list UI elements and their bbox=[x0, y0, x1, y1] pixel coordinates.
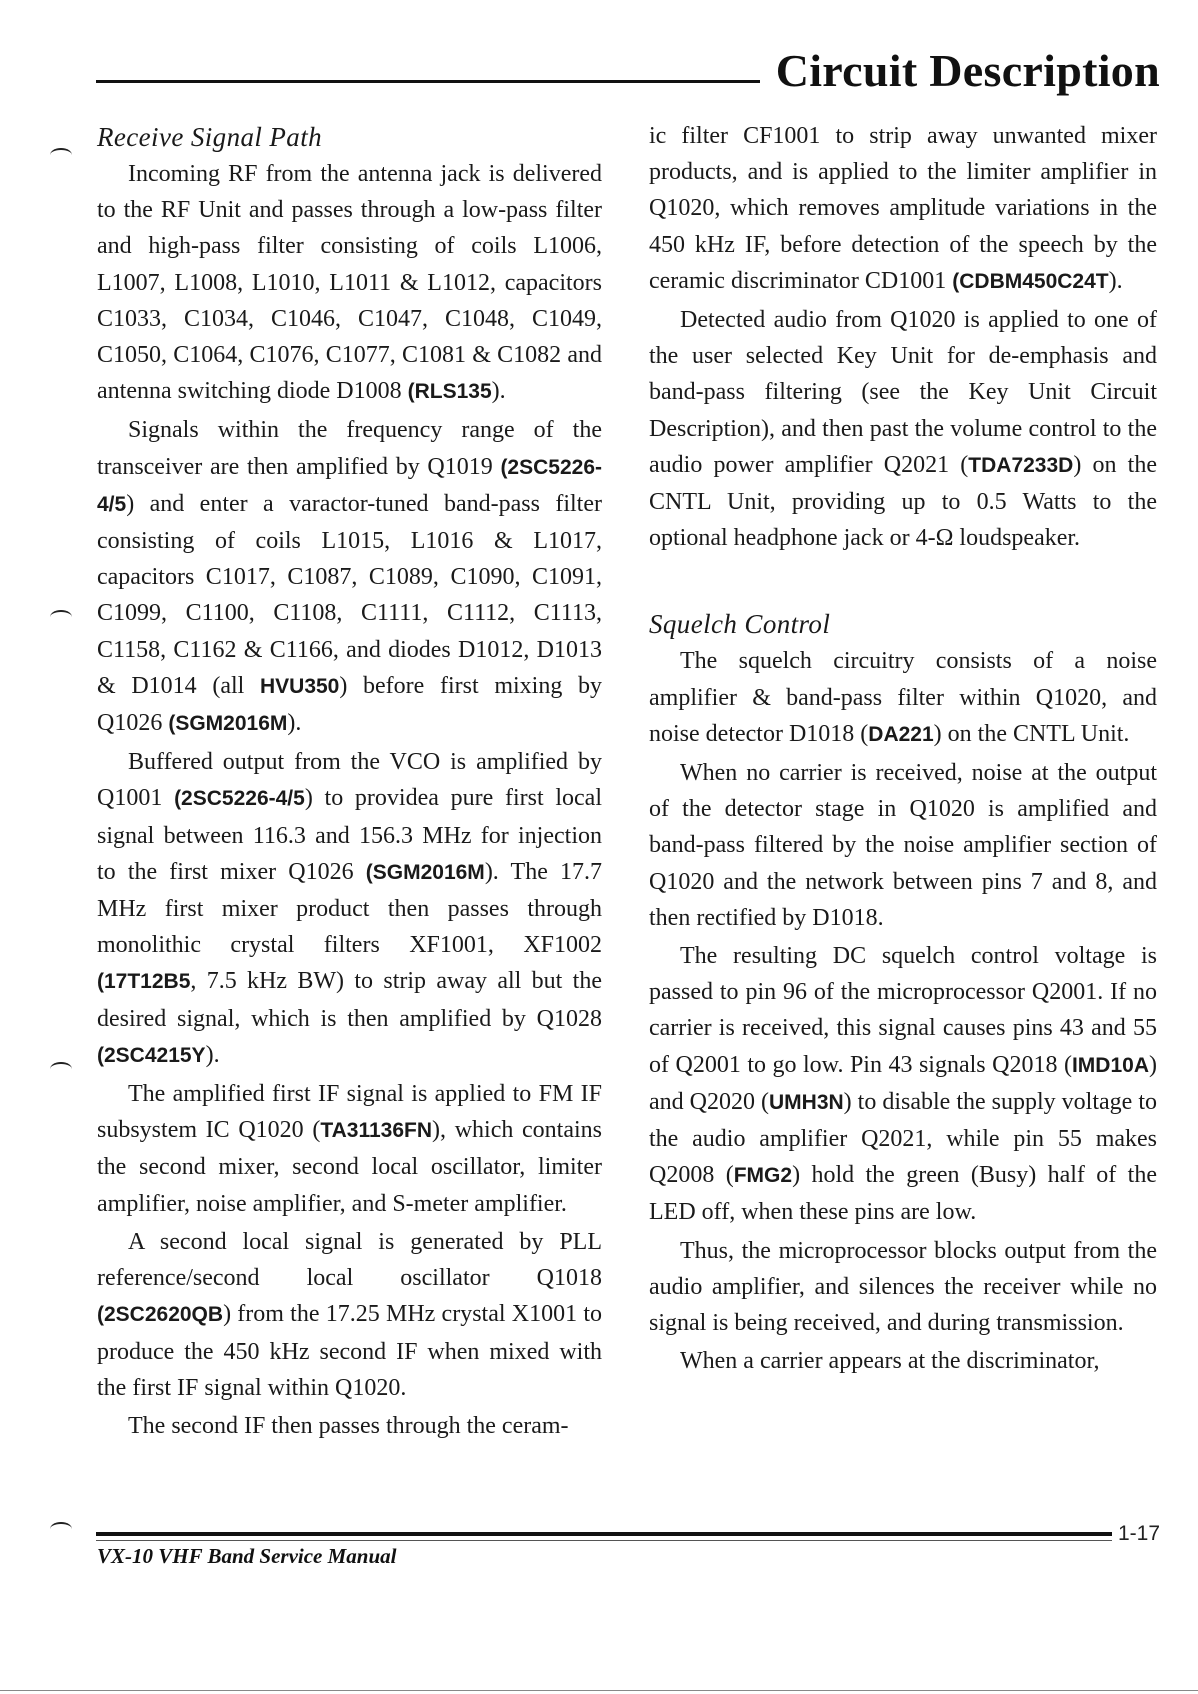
margin-mark bbox=[50, 148, 72, 162]
text-run: ). The 17.7 MHz first mixer product then passes through monolithic crystal filters XF1001, XF1002 bbox=[97, 858, 603, 959]
text-run: Thus, the microprocessor blocks output from the audio amplifier, and silences the receiver while no signal is being received, and during transmission. bbox=[649, 1237, 1157, 1337]
part-number: (CDBM450C24T bbox=[952, 269, 1109, 293]
text-run: ) hold the green (Busy) half of the LED off, when these pins are low. bbox=[649, 1162, 1158, 1226]
text-run: , 7.5 kHz BW) to strip away all but the desired signal, which is then amplified by Q1028 bbox=[97, 968, 602, 1032]
text-run: Buffered output from the VCO is amplified by Q1001 bbox=[97, 749, 602, 812]
paragraph bbox=[97, 1224, 602, 1406]
paragraph bbox=[649, 755, 1157, 936]
paragraph bbox=[97, 156, 602, 410]
text-run: ) to providea pure first local signal between 116.3 and 156.3 MHz for injection to the first mixer Q1026 bbox=[97, 785, 602, 885]
part-number: IMD10A bbox=[1071, 1053, 1149, 1077]
header-rule bbox=[96, 80, 760, 83]
part-number: UMH3N bbox=[769, 1090, 844, 1114]
footer-rule bbox=[96, 1532, 1112, 1536]
page-number: 1-17 bbox=[1117, 1522, 1160, 1545]
text-run: ) from the 17.25 MHz crystal X1001 to produce the 450 kHz second IF when mixed with the first IF signal within Q1020. bbox=[97, 1301, 602, 1401]
part-number: (SGM2016M bbox=[365, 860, 485, 884]
margin-mark bbox=[50, 1062, 72, 1076]
part-number: (RLS135 bbox=[407, 380, 492, 404]
text-run: The squelch circuitry consists of a noise amplifier & band-pass filter within Q1020, and noise detector D1018 ( bbox=[649, 648, 1157, 747]
right-column bbox=[649, 118, 1157, 1380]
text-run: When a carrier appears at the discriminator, bbox=[680, 1348, 1100, 1375]
text-run: ). bbox=[205, 1041, 220, 1068]
text-run: Signals within the frequency range of the transceiver are then amplified by Q1019 bbox=[97, 417, 602, 480]
text-run: ) to disable the supply voltage to the audio amplifier Q2021, while pin 55 makes Q2008 ( bbox=[649, 1088, 1157, 1189]
part-number: (2SC4215Y bbox=[97, 1043, 206, 1067]
section-heading-receive-signal-path: Receive Signal Path bbox=[97, 122, 323, 152]
text-run: ic filter CF1001 to strip away unwanted mixer products, and is applied to the limiter amplifier in Q1020, which removes amplitude variations in the 450 kHz IF, before detection of the speech by the ceramic discriminator CD1001 bbox=[649, 123, 1157, 294]
text-run: ) before first mixing by Q1026 bbox=[97, 672, 602, 737]
left-column bbox=[97, 118, 602, 1444]
part-number: TA31136FN bbox=[320, 1119, 433, 1143]
manual-title: VX-10 VHF Band Service Manual bbox=[97, 1544, 397, 1568]
bottom-edge-line bbox=[0, 1690, 1198, 1691]
margin-mark bbox=[50, 610, 72, 624]
paragraph bbox=[97, 412, 602, 742]
paragraph bbox=[97, 744, 602, 1074]
text-run: ) and Q2020 ( bbox=[649, 1051, 1157, 1115]
part-number: (2SC5226-4/5 bbox=[174, 787, 305, 811]
part-number: (17T12B5 bbox=[97, 970, 191, 994]
text-run: The amplified first IF signal is applied to FM IF subsystem IC Q1020 ( bbox=[97, 1081, 602, 1144]
paragraph bbox=[649, 1343, 1157, 1379]
footer-rule-thin bbox=[96, 1540, 1112, 1541]
text-run: ) on the CNTL Unit, providing up to 0.5 Watts to the optional headphone jack or 4-Ω loudspeaker. bbox=[649, 451, 1157, 552]
paragraph bbox=[649, 938, 1157, 1231]
part-number: (SGM2016M bbox=[168, 712, 288, 736]
part-number: (2SC2620QB bbox=[97, 1303, 224, 1327]
paragraph bbox=[649, 643, 1157, 753]
paragraph bbox=[97, 1408, 602, 1444]
text-run: ) and enter a varactor-tuned band-pass filter consisting of coils L1015, L1016 & L1017, capacitors C1017, C1087, C1089, C1090, C1091, C1099, C1100, C1108, C1111, C1112, C1113, C1158, C1162 & C1166, and diodes D1012, D1013 & D1014 (all bbox=[97, 490, 602, 699]
part-number: TDA7233D bbox=[968, 453, 1074, 477]
text-run: ). bbox=[287, 710, 302, 737]
text-run: When no carrier is received, noise at the output of the detector stage in Q1020 is amplified and band-pass filtered by the noise amplifier section of Q1020 and the network between pins 7 and 8, and then rectified by D1018. bbox=[649, 760, 1157, 931]
section-heading-squelch-control: Squelch Control bbox=[649, 609, 831, 640]
text-run: Incoming RF from the antenna jack is delivered to the RF Unit and passes through a low-pass filter and high-pass filter consisting of coils L1006, L1007, L1008, L1010, L1011 & L1012, capacitors C1033, C1034, C1046, C1047, C1048, C1049, C1050, C1064, C1076, C1077, C1081 & C1082 and antenna switching diode D1008 bbox=[97, 161, 602, 405]
part-number: HVU350 bbox=[259, 674, 340, 698]
paragraph bbox=[649, 302, 1157, 556]
part-number: (2SC5226-4/5 bbox=[97, 455, 602, 516]
text-run: A second local signal is generated by PLL reference/second local oscillator Q1018 bbox=[97, 1228, 602, 1292]
margin-mark bbox=[50, 1522, 72, 1536]
text-run: ) on the CNTL Unit. bbox=[933, 720, 1130, 747]
page-title: Circuit Description bbox=[775, 45, 1160, 96]
part-number: FMG2 bbox=[733, 1164, 793, 1188]
text-run: ). bbox=[1108, 267, 1123, 294]
text-run: ), which contains the second mixer, second local oscillator, limiter amplifier, noise amplifier, and S-meter amplifier. bbox=[97, 1117, 602, 1217]
text-run: The resulting DC squelch control voltage is passed to pin 96 of the microprocessor Q2001. If no carrier is received, this signal causes pins 43 and 55 of Q2001 to go low. Pin 43 signals Q2018 ( bbox=[649, 943, 1157, 1078]
text-run: The second IF then passes through the ceram- bbox=[128, 1412, 569, 1439]
paragraph bbox=[649, 1233, 1157, 1342]
part-number: DA221 bbox=[868, 722, 934, 746]
text-run: ). bbox=[491, 378, 506, 405]
paragraph bbox=[649, 118, 1157, 300]
paragraph bbox=[97, 1076, 602, 1222]
text-run: Detected audio from Q1020 is applied to one of the user selected Key Unit for de-emphasis and band-pass filtering (see the Key Unit Circuit Description), and then past the volume control to the audio power amplifier Q2021 ( bbox=[649, 307, 1157, 478]
